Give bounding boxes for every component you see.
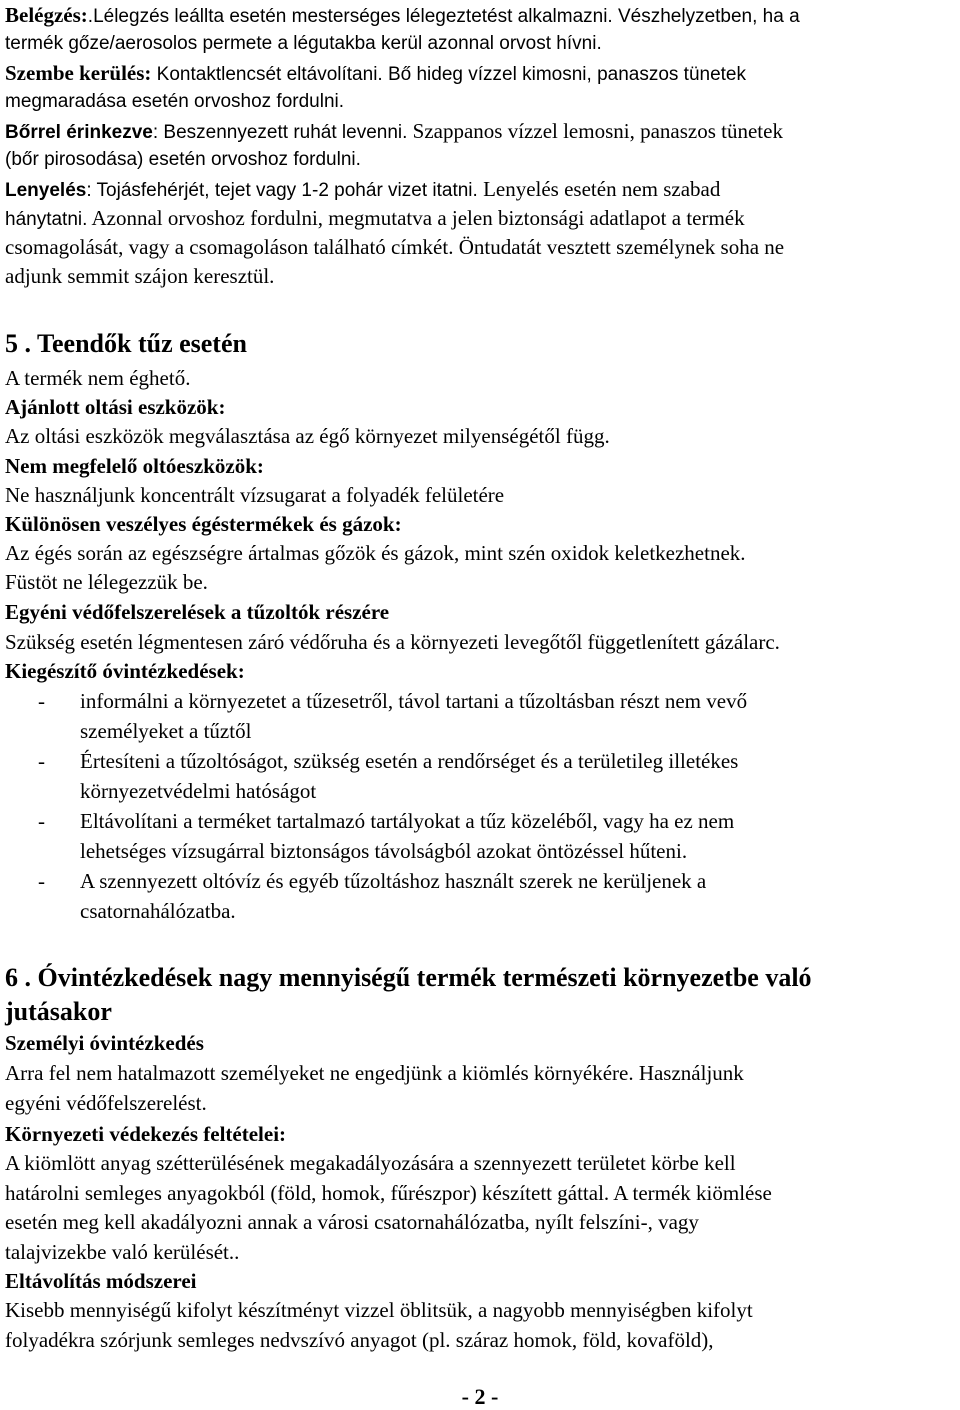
combustion-hazards-text-2: Füstöt ne lélegezzük be.: [5, 570, 208, 594]
lenyeles-line-4: adjunk semmit szájon keresztül.: [5, 264, 275, 288]
list-item-line-1: Értesíteni a tűzoltóságot, szükség esetén a rendőrséget és a területileg illetékes: [80, 749, 739, 773]
lenyeles-text-b: Lenyelés esetén nem szabad: [477, 177, 721, 201]
list-item-line-1: informálni a környezetet a tűzesetről, távol tartani a tűzoltásban részt nem vevő: [80, 689, 748, 713]
environmental-protection-text-1: A kiömlött anyag szétterülésének megakadályozására a szennyezett területet körbe kell: [5, 1151, 736, 1175]
list-dash: -: [38, 809, 45, 833]
list-dash: -: [38, 689, 45, 713]
environmental-protection-text-2: határolni semleges anyagokból (föld, homok, fűrészpor) készített gáttal. A termék kiömlése: [5, 1181, 772, 1205]
belegzes-line-1: [5, 2, 800, 30]
lenyeles-label: Lenyelés: [5, 180, 87, 201]
list-dash: -: [38, 869, 45, 893]
page-number: - 2 -: [461, 1384, 499, 1409]
bor-text: : Beszennyezett ruhát levenni.: [152, 122, 408, 143]
environmental-protection-label: Környezeti védekezés feltételei:: [5, 1122, 287, 1146]
unsuitable-media-text: Ne használjunk koncentrált vízsugarat a folyadék felületére: [5, 483, 505, 507]
lenyeles-line-2: [5, 205, 745, 233]
bor-text-b: Szappanos vízzel lemosni, panaszos tünetek: [407, 119, 783, 143]
list-item-line-2: személyeket a tűztől: [80, 719, 252, 743]
szem-label: Szembe kerülés:: [5, 61, 152, 85]
suitable-media-text: Az oltási eszközök megválasztása az égő környezet milyenségétől függ.: [5, 424, 610, 448]
lenyeles-text-2b: Azonnal orvoshoz fordulni, megmutatva a jelen biztonsági adatlapot a termék: [87, 206, 745, 230]
szem-line-2: megmaradása esetén orvoshoz fordulni.: [5, 91, 345, 112]
combustion-hazards-label: Különösen veszélyes égéstermékek és gázok:: [5, 512, 402, 536]
list-item-line-1: Eltávolítani a terméket tartalmazó tartályokat a tűz közeléből, vagy ha ez nem: [80, 809, 735, 833]
belegzes-line-2: termék gőze/aerosolos permete a légutakba kerül azonnal orvost hívni.: [5, 33, 602, 54]
section-6-heading-line-2: jutásakor: [5, 997, 112, 1026]
removal-methods-label: Eltávolítás módszerei: [5, 1269, 197, 1293]
removal-methods-text-1: Kisebb mennyiségű kifolyt készítményt vizzel öblitsük, a nagyobb mennyiségben kifolyt: [5, 1298, 753, 1322]
personal-precautions-label: Személyi óvintézkedés: [5, 1031, 204, 1055]
list-item-line-1: A szennyezett oltóvíz és egyéb tűzoltáshoz használt szerek ne kerüljenek a: [80, 869, 707, 893]
belegzes-text: .Lélegzés leállta esetén mesterséges lélegeztetést alkalmazni. Vészhelyzetben, ha a: [87, 6, 800, 27]
lenyeles-line-1: [5, 176, 720, 204]
extra-precautions-label: Kiegészítő óvintézkedések:: [5, 659, 245, 683]
bor-label: Bőrrel érinkezve: [5, 122, 153, 143]
szem-text: Kontaktlencsét eltávolítani. Bő hideg vízzel kimosni, panaszos tünetek: [151, 64, 747, 85]
environmental-protection-text-3: esetén meg kell akadályozni annak a városi csatornahálózatba, nyílt felszíni-, vagy: [5, 1210, 699, 1234]
section-5-heading: 5 . Teendők tűz esetén: [5, 329, 247, 358]
not-flammable-text: A termék nem éghető.: [5, 366, 191, 390]
szem-line-1: [5, 60, 746, 88]
firefighter-ppe-text: Szükség esetén légmentesen záró védőruha és a környezeti levegőtől függetlenített gázálarc.: [5, 630, 780, 654]
section-6-heading-line-1: 6 . Óvintézkedések nagy mennyiségű termék természeti környezetbe való: [5, 963, 812, 992]
lenyeles-line-3: csomagolását, vagy a csomagoláson található címkét. Öntudatát vesztett személynek soha ne: [5, 235, 785, 259]
list-item-line-2: csatornahálózatba.: [80, 899, 236, 923]
suitable-media-label: Ajánlott oltási eszközök:: [5, 395, 226, 419]
firefighter-ppe-label: Egyéni védőfelszerelések a tűzoltók részére: [5, 600, 390, 624]
unsuitable-media-label: Nem megfelelő oltóeszközök:: [5, 454, 264, 478]
bor-line-1: [5, 118, 783, 146]
lenyeles-text: : Tojásfehérjét, tejet vagy 1-2 pohár vizet itatni.: [86, 180, 478, 201]
list-item-line-2: környezetvédelmi hatóságot: [80, 779, 317, 803]
lenyeles-text-2: hánytatni.: [5, 209, 88, 230]
list-item-line-2: lehetséges vízsugárral biztonságos távolságból azokat öntözéssel hűteni.: [80, 839, 688, 863]
environmental-protection-text-4: talajvizekbe való kerülését..: [5, 1240, 240, 1264]
removal-methods-text-2: folyadékra szórjunk semleges nedvszívó anyagot (pl. száraz homok, föld, kovaföld),: [5, 1328, 714, 1352]
personal-precautions-text-2: egyéni védőfelszerelést.: [5, 1091, 207, 1115]
bor-line-2: (bőr pirosodása) esetén orvoshoz fordulni.: [5, 149, 361, 170]
combustion-hazards-text-1: Az égés során az egészségre ártalmas gőzök és gázok, mint szén oxidok keletkezhetnek.: [5, 541, 746, 565]
belegzes-label: Belégzés:: [5, 3, 88, 27]
list-dash: -: [38, 749, 45, 773]
personal-precautions-text-1: Arra fel nem hatalmazott személyeket ne engedjünk a kiömlés környékére. Használjunk: [5, 1061, 744, 1085]
